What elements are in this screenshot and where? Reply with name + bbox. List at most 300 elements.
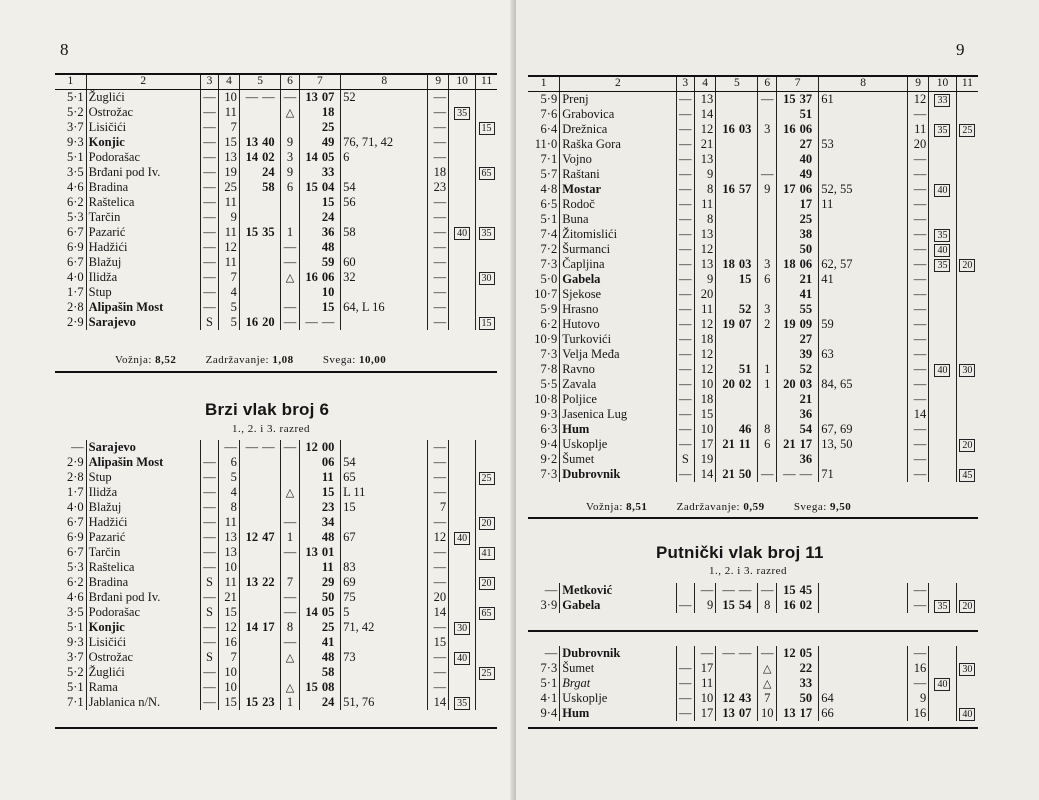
train-title: Putnički vlak broj 11 bbox=[656, 543, 824, 562]
col-10: 35 bbox=[929, 598, 956, 613]
col-10 bbox=[929, 583, 956, 598]
station-name: Dubrovnik bbox=[560, 467, 676, 482]
arr-min bbox=[260, 210, 281, 225]
divider bbox=[55, 371, 497, 373]
col-11 bbox=[956, 92, 978, 108]
arr-hour bbox=[239, 665, 260, 680]
timetable-row bbox=[55, 650, 497, 665]
arr-hour bbox=[239, 500, 260, 515]
station-name: Brđani pod Iv. bbox=[86, 165, 200, 180]
arr-min: 17 bbox=[262, 620, 275, 635]
dep-min: 29 bbox=[321, 575, 335, 590]
dep-min: 15 bbox=[321, 300, 335, 315]
dep-hour: 19 bbox=[776, 317, 797, 332]
dwell bbox=[758, 212, 777, 227]
col-11 bbox=[476, 680, 497, 695]
run-time: 13 bbox=[695, 92, 716, 108]
dep-min: 17 bbox=[799, 437, 813, 452]
col-11 bbox=[956, 392, 978, 407]
distance-km: 9·2 bbox=[540, 452, 558, 467]
station-name: Raštelica bbox=[86, 195, 200, 210]
distance-km: 5·9 bbox=[540, 92, 558, 107]
col-9: — bbox=[428, 270, 449, 285]
stop-flag: — bbox=[200, 150, 218, 165]
col-11 bbox=[476, 285, 497, 300]
col-11 bbox=[956, 332, 978, 347]
col-10 bbox=[929, 107, 956, 122]
connections bbox=[819, 646, 908, 661]
distance-km: 5·1 bbox=[540, 676, 558, 691]
stop-flag: — bbox=[200, 255, 218, 270]
col-10 bbox=[929, 212, 956, 227]
dep-hour: 12 bbox=[776, 646, 797, 661]
arr-min: 02 bbox=[738, 377, 752, 392]
run-time: 25 bbox=[219, 180, 240, 195]
connections bbox=[819, 362, 908, 377]
dwell bbox=[281, 560, 299, 575]
arr-min bbox=[260, 120, 281, 135]
arr-hour bbox=[716, 332, 737, 347]
dep-min: 17 bbox=[799, 197, 813, 212]
dwell: △ bbox=[281, 105, 299, 120]
dep-hour: 15 bbox=[299, 680, 320, 695]
station-name: Brđani pod Iv. bbox=[86, 590, 200, 605]
arr-min: 24 bbox=[262, 165, 275, 180]
dep-min: 49 bbox=[321, 135, 335, 150]
arr-min: 15 bbox=[738, 272, 752, 287]
dwell: △ bbox=[758, 676, 777, 691]
dwell: 1 bbox=[758, 362, 777, 377]
col-9: — bbox=[428, 665, 449, 680]
stop-flag: — bbox=[200, 455, 218, 470]
column-header: 10 bbox=[929, 76, 956, 92]
arr-hour: 15 bbox=[239, 695, 260, 710]
station-name: Konjic bbox=[86, 620, 200, 635]
distance-km: 4·6 bbox=[66, 180, 84, 195]
dep-hour bbox=[776, 452, 797, 467]
train-class: 1., 2. i 3. razred bbox=[232, 423, 311, 435]
col-10: 35 bbox=[929, 227, 956, 242]
timetable-row bbox=[528, 332, 978, 347]
station-name: Stup bbox=[86, 470, 200, 485]
col-11 bbox=[476, 105, 497, 120]
timetable-row bbox=[55, 680, 497, 695]
connections: 65 bbox=[341, 470, 428, 485]
col-11 bbox=[956, 317, 978, 332]
dep-hour bbox=[299, 105, 320, 120]
run-time: 15 bbox=[219, 135, 240, 150]
arr-hour bbox=[239, 470, 260, 485]
dep-min: 36 bbox=[799, 452, 813, 467]
timetable-row bbox=[55, 575, 497, 590]
col-10: 30 bbox=[449, 620, 476, 635]
distance-km: 4·0 bbox=[66, 270, 84, 285]
col-10 bbox=[929, 317, 956, 332]
col-10 bbox=[449, 285, 476, 300]
arr-min: — bbox=[262, 440, 275, 455]
arr-min bbox=[260, 515, 281, 530]
timetable-row bbox=[55, 210, 497, 225]
station-name: Dubrovnik bbox=[560, 646, 676, 661]
dep-min: 41 bbox=[799, 287, 813, 302]
station-name: Turkovići bbox=[560, 332, 676, 347]
col-9: 12 bbox=[428, 530, 449, 545]
arr-hour bbox=[239, 120, 260, 135]
stop-flag: S bbox=[200, 315, 218, 330]
dwell: 8 bbox=[281, 620, 299, 635]
dep-hour bbox=[776, 691, 797, 706]
station-name: Hum bbox=[560, 706, 676, 721]
col-10 bbox=[449, 300, 476, 315]
run-time: 11 bbox=[695, 302, 716, 317]
dwell: 3 bbox=[758, 122, 777, 137]
station-name: Žuglići bbox=[86, 90, 200, 106]
connections: 84, 65 bbox=[819, 377, 908, 392]
timetable-row bbox=[528, 377, 978, 392]
timetable-row bbox=[55, 315, 497, 330]
timetable-row bbox=[528, 706, 978, 721]
col-9: — bbox=[428, 560, 449, 575]
column-header: 3 bbox=[200, 74, 218, 90]
col-11 bbox=[956, 137, 978, 152]
col-11 bbox=[476, 500, 497, 515]
dwell bbox=[758, 407, 777, 422]
arr-min bbox=[737, 242, 758, 257]
col-10 bbox=[449, 665, 476, 680]
arr-hour: 13 bbox=[239, 135, 260, 150]
connections: 71 bbox=[819, 467, 908, 482]
run-time: 16 bbox=[219, 635, 240, 650]
col-11: 30 bbox=[956, 661, 978, 676]
connections bbox=[819, 407, 908, 422]
station-name: Hrasno bbox=[560, 302, 676, 317]
col-11: 65 bbox=[476, 605, 497, 620]
dep-min: 06 bbox=[799, 122, 813, 137]
distance-km: 1·7 bbox=[66, 485, 84, 500]
stop-flag: — bbox=[200, 665, 218, 680]
arr-hour: — bbox=[716, 583, 737, 598]
arr-hour: 21 bbox=[716, 437, 737, 452]
col-9: — bbox=[908, 227, 929, 242]
col-9: — bbox=[428, 225, 449, 240]
dep-min: — bbox=[799, 467, 813, 482]
divider bbox=[528, 517, 978, 519]
col-11 bbox=[476, 530, 497, 545]
connections: 54 bbox=[341, 455, 428, 470]
dep-min: 07 bbox=[321, 90, 335, 105]
connections: 58 bbox=[341, 225, 428, 240]
dep-min: 51 bbox=[799, 107, 813, 122]
column-header: 5 bbox=[716, 76, 758, 92]
dep-hour: 15 bbox=[776, 583, 797, 598]
col-9: — bbox=[428, 150, 449, 165]
arr-hour: 14 bbox=[239, 150, 260, 165]
dwell bbox=[758, 197, 777, 212]
stop-flag: — bbox=[200, 590, 218, 605]
distance-km: 7·1 bbox=[66, 695, 84, 710]
stop-flag: — bbox=[676, 107, 695, 122]
timetable-row bbox=[55, 500, 497, 515]
dep-hour bbox=[299, 165, 320, 180]
arr-min: 20 bbox=[262, 315, 275, 330]
run-time: 21 bbox=[219, 590, 240, 605]
run-time: 15 bbox=[695, 407, 716, 422]
arr-min: 43 bbox=[738, 691, 752, 706]
stop-flag: — bbox=[676, 242, 695, 257]
stop-flag bbox=[676, 583, 695, 598]
arr-hour bbox=[239, 560, 260, 575]
station-name: Alipašin Most bbox=[86, 455, 200, 470]
col-10 bbox=[449, 135, 476, 150]
column-header-row bbox=[528, 76, 978, 92]
dep-min: 48 bbox=[321, 240, 335, 255]
timetable-lower bbox=[55, 440, 497, 710]
dwell bbox=[281, 470, 299, 485]
run-time: 10 bbox=[219, 680, 240, 695]
timetable-row bbox=[528, 691, 978, 706]
run-time: 7 bbox=[219, 270, 240, 285]
connections: 76, 71, 42 bbox=[341, 135, 428, 150]
dep-hour: — bbox=[776, 467, 797, 482]
col-9: — bbox=[428, 680, 449, 695]
stop-flag: — bbox=[200, 530, 218, 545]
col-10: 35 bbox=[929, 257, 956, 272]
station-name: Blažuj bbox=[86, 500, 200, 515]
stop-flag: — bbox=[676, 167, 695, 182]
dep-min: — bbox=[321, 315, 335, 330]
station-name: Zavala bbox=[560, 377, 676, 392]
col-9: 16 bbox=[908, 661, 929, 676]
col-9: — bbox=[908, 452, 929, 467]
distance-km: 6·4 bbox=[540, 122, 558, 137]
col-9: — bbox=[908, 598, 929, 613]
arr-min: 46 bbox=[738, 422, 752, 437]
col-9: — bbox=[428, 195, 449, 210]
connections bbox=[341, 165, 428, 180]
dep-min: 40 bbox=[799, 152, 813, 167]
arr-hour: 12 bbox=[239, 530, 260, 545]
col-11 bbox=[956, 347, 978, 362]
dep-hour bbox=[776, 287, 797, 302]
station-name: Vojno bbox=[560, 152, 676, 167]
col-10 bbox=[449, 195, 476, 210]
col-10: 35 bbox=[449, 695, 476, 710]
col-11 bbox=[956, 182, 978, 197]
station-name: Šurmanci bbox=[560, 242, 676, 257]
station-name: Uskoplje bbox=[560, 691, 676, 706]
dep-min: 36 bbox=[799, 407, 813, 422]
col-11: 30 bbox=[476, 270, 497, 285]
distance-km: 10·8 bbox=[534, 392, 558, 407]
dep-min: 27 bbox=[799, 332, 813, 347]
dwell: 3 bbox=[758, 302, 777, 317]
run-time: 10 bbox=[219, 560, 240, 575]
arr-min bbox=[260, 590, 281, 605]
arr-hour: 15 bbox=[239, 225, 260, 240]
col-10 bbox=[449, 440, 476, 455]
col-9: — bbox=[428, 90, 449, 106]
arr-hour: — bbox=[239, 90, 260, 106]
dwell: — bbox=[281, 605, 299, 620]
bottom-rule bbox=[528, 727, 978, 729]
dep-min: 45 bbox=[799, 583, 813, 598]
arr-min: 58 bbox=[262, 180, 275, 195]
col-11: 35 bbox=[476, 225, 497, 240]
arr-hour: 16 bbox=[239, 315, 260, 330]
col-9: 18 bbox=[428, 165, 449, 180]
col-11: 20 bbox=[956, 598, 978, 613]
timetable-row bbox=[55, 255, 497, 270]
stop-flag: — bbox=[676, 332, 695, 347]
dwell bbox=[281, 210, 299, 225]
connections: 41 bbox=[819, 272, 908, 287]
station-name: Gabela bbox=[560, 598, 676, 613]
stop-flag: — bbox=[200, 195, 218, 210]
dwell bbox=[281, 195, 299, 210]
timetable-row bbox=[528, 407, 978, 422]
dep-hour: 15 bbox=[299, 180, 320, 195]
dep-hour: 16 bbox=[776, 598, 797, 613]
stop-flag: — bbox=[676, 182, 695, 197]
col-9: — bbox=[428, 135, 449, 150]
stop-flag: — bbox=[676, 407, 695, 422]
timetable-row bbox=[55, 590, 497, 605]
arr-min: 51 bbox=[738, 362, 752, 377]
timetable-row bbox=[528, 583, 978, 598]
distance-km: 6·5 bbox=[540, 197, 558, 212]
dep-hour bbox=[299, 560, 320, 575]
stop-flag: — bbox=[200, 90, 218, 106]
arr-hour: 16 bbox=[716, 122, 737, 137]
station-name: Rodoč bbox=[560, 197, 676, 212]
stop-flag bbox=[676, 646, 695, 661]
dep-hour: 14 bbox=[299, 150, 320, 165]
stop-flag: — bbox=[676, 317, 695, 332]
dep-hour bbox=[776, 167, 797, 182]
dwell: 6 bbox=[758, 437, 777, 452]
col-10 bbox=[929, 467, 956, 482]
stop-flag: — bbox=[676, 287, 695, 302]
timetable-row bbox=[528, 152, 978, 167]
arr-hour: — bbox=[239, 440, 260, 455]
distance-km: 4·6 bbox=[66, 590, 84, 605]
stop-flag: — bbox=[676, 302, 695, 317]
stop-flag: — bbox=[200, 680, 218, 695]
col-9: — bbox=[428, 105, 449, 120]
connections bbox=[819, 287, 908, 302]
dwell bbox=[281, 285, 299, 300]
arr-min bbox=[260, 545, 281, 560]
dep-min: 55 bbox=[799, 302, 813, 317]
col-10: 40 bbox=[449, 530, 476, 545]
dwell: 7 bbox=[281, 575, 299, 590]
timetable-row bbox=[55, 195, 497, 210]
dep-min: 01 bbox=[321, 545, 335, 560]
col-10 bbox=[449, 90, 476, 106]
stop-flag: — bbox=[200, 560, 218, 575]
distance-km: 5·2 bbox=[66, 105, 84, 120]
col-10 bbox=[929, 377, 956, 392]
dwell bbox=[281, 120, 299, 135]
col-11: 25 bbox=[476, 470, 497, 485]
dep-hour bbox=[776, 347, 797, 362]
dep-hour bbox=[299, 240, 320, 255]
column-header: 9 bbox=[428, 74, 449, 90]
connections bbox=[819, 583, 908, 598]
station-name: Stup bbox=[86, 285, 200, 300]
dwell bbox=[758, 452, 777, 467]
run-time: 19 bbox=[219, 165, 240, 180]
connections bbox=[819, 598, 908, 613]
col-11 bbox=[476, 135, 497, 150]
stop-flag: — bbox=[676, 437, 695, 452]
col-11 bbox=[476, 210, 497, 225]
arr-hour bbox=[716, 167, 737, 182]
distance-km: 4·1 bbox=[540, 691, 558, 706]
col-9: — bbox=[428, 120, 449, 135]
col-10 bbox=[449, 120, 476, 135]
col-10: 40 bbox=[929, 676, 956, 691]
distance-km: 2·8 bbox=[66, 300, 84, 315]
dep-hour bbox=[299, 530, 320, 545]
stop-flag bbox=[200, 440, 218, 455]
dep-hour: 13 bbox=[776, 706, 797, 721]
arr-hour: 16 bbox=[716, 182, 737, 197]
arr-hour: 13 bbox=[716, 706, 737, 721]
run-time: 11 bbox=[219, 195, 240, 210]
dwell: 9 bbox=[281, 135, 299, 150]
run-time: 13 bbox=[695, 227, 716, 242]
distance-km: 5·7 bbox=[540, 167, 558, 182]
station-name: Bradina bbox=[86, 575, 200, 590]
stop-flag: — bbox=[676, 92, 695, 108]
dep-hour: 17 bbox=[776, 182, 797, 197]
column-header: 1 bbox=[55, 74, 86, 90]
dep-hour: 21 bbox=[776, 437, 797, 452]
connections bbox=[819, 676, 908, 691]
distance-km: 7·3 bbox=[540, 347, 558, 362]
run-time: 5 bbox=[219, 300, 240, 315]
timetable-upper bbox=[55, 73, 497, 330]
connections: 69 bbox=[341, 575, 428, 590]
arr-min bbox=[737, 227, 758, 242]
distance-km: 3·9 bbox=[540, 598, 558, 613]
col-10 bbox=[449, 455, 476, 470]
column-header: 5 bbox=[239, 74, 281, 90]
connections bbox=[819, 152, 908, 167]
col-10 bbox=[449, 470, 476, 485]
dep-min: 06 bbox=[321, 455, 335, 470]
station-name: Sjekose bbox=[560, 287, 676, 302]
col-11 bbox=[476, 255, 497, 270]
dep-min: 22 bbox=[799, 661, 813, 676]
timetable-row bbox=[528, 182, 978, 197]
col-11 bbox=[956, 422, 978, 437]
station-name: Raštani bbox=[560, 167, 676, 182]
dwell: 7 bbox=[758, 691, 777, 706]
connections bbox=[819, 332, 908, 347]
station-name: Pazarić bbox=[86, 225, 200, 240]
arr-min bbox=[260, 485, 281, 500]
connections bbox=[341, 680, 428, 695]
station-name: Žuglići bbox=[86, 665, 200, 680]
dep-min: 27 bbox=[799, 137, 813, 152]
arr-hour bbox=[716, 347, 737, 362]
dwell: 3 bbox=[758, 257, 777, 272]
timetable-row bbox=[55, 530, 497, 545]
col-10 bbox=[449, 500, 476, 515]
dep-min: 18 bbox=[321, 105, 335, 120]
